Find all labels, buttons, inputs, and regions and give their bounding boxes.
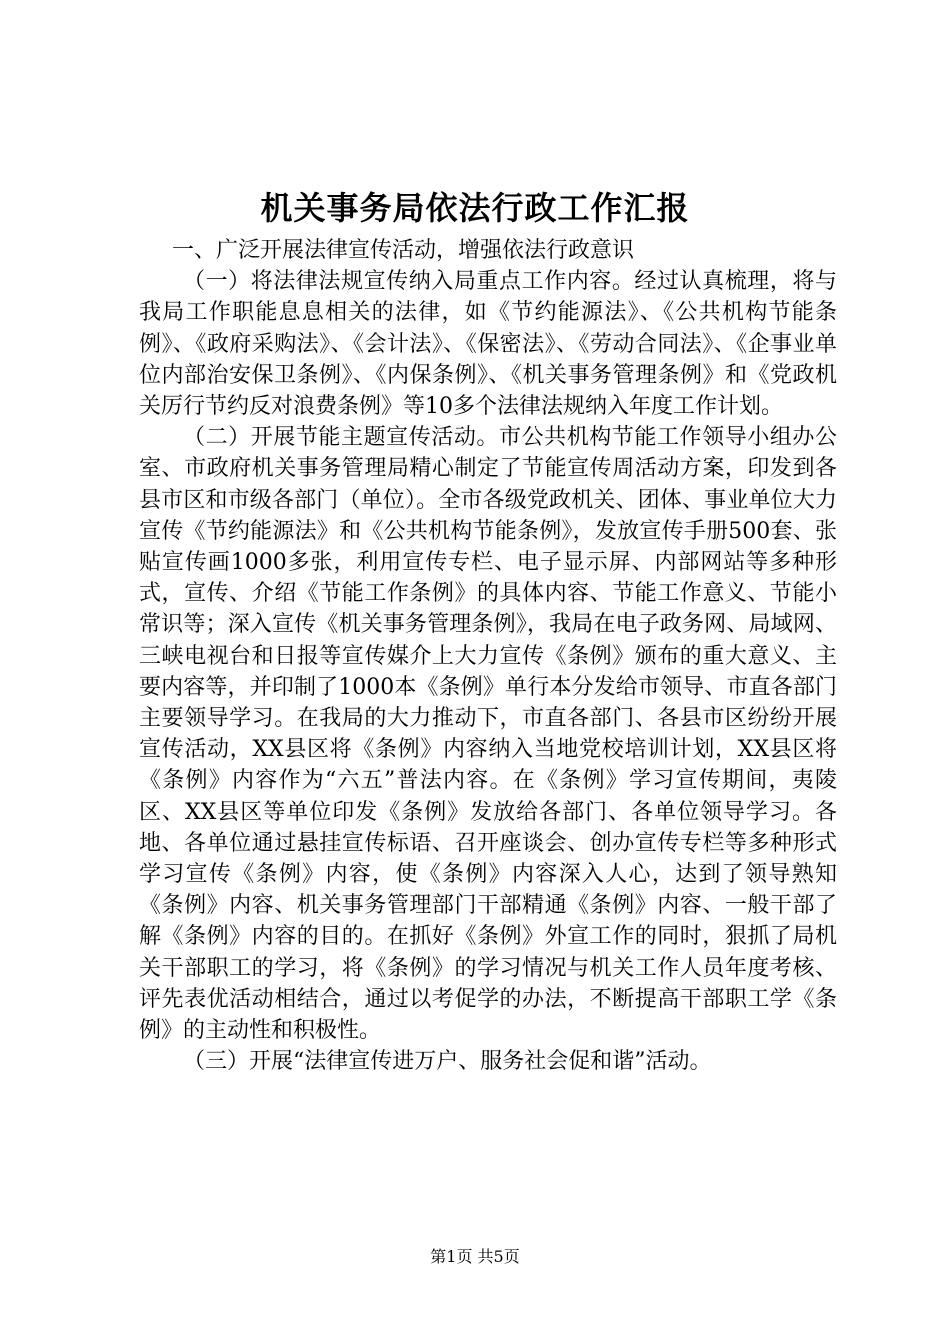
- paragraph: （三）开展“法律宣传进万户、服务社会促和谐”活动。: [183, 1049, 712, 1075]
- page-number: 第1页 共5页: [430, 1247, 520, 1266]
- document-body: [139, 235, 837, 1077]
- document-title: 机关事务局依法行政工作汇报: [260, 189, 690, 227]
- section-heading: 一、广泛开展法律宣传活动，增强依法行政意识: [172, 238, 635, 263]
- paragraph: （二）开展节能主题宣传活动。市公共机构节能工作领导小组办公室、市政府机关事务管理局精心制定了节能宣传周活动方案，印发到各县市区和市级各部门（单位）。全市各级党政机关、团体、事业单位大力宣传《节约能源法》和《公共机构节能条例》，发放宣传手册500套、张贴宣传画1000多张，利用宣传专栏、电子显示屏、内部网站等多种形式，宣传、介绍《节能工作条例》的具体内容、节能工作意义、节能小常识等；深入宣传《机关事务管理条例》，我局在电子政务网、局域网、三峡电视台和日报等宣传媒介上大力宣传《条例》颁布的重大意义、主要内容等，并印制了1000本《条例》单行本分发给市领导、市直各部门主要领导学习。在我局的大力推动下，市直各部门、各县市区纷纷开展宣传活动，XX县区将《条例》内容纳入当地党校培训计划，XX县区将《条例》内容作为“六五”普法内容。在《条例》学习宣传期间，夷陵区、XX县区等单位印发《条例》发放给各部门、各单位领导学习。各地、各单位通过悬挂宣传标语、召开座谈会、创办宣传专栏等多种形式学习宣传《条例》内容，使《条例》内容深入人心，达到了领导熟知《条例》内容、机关事务管理部门干部精通《条例》内容、一般干部了解《条例》内容的目的。在抓好《条例》外宣工作的同时，狠抓了局机关干部职工的学习，将《条例》的学习情况与机关工作人员年度考核、评先表优活动相结合，通过以考促学的办法，不断提高干部职工学《条例》的主动性和积极性。: [139, 425, 837, 1044]
- paragraph: （一）将法律法规宣传纳入局重点工作内容。经过认真梳理，将与我局工作职能息息相关的法律，如《节约能源法》、《公共机构节能条例》、《政府采购法》、《会计法》、《保密法》、《劳动合同法》、《企事业单位内部治安保卫条例》、《内保条例》、《机关事务管理条例》和《党政机关厉行节约反对浪费条例》等10多个法律法规纳入年度工作计划。: [139, 269, 837, 420]
